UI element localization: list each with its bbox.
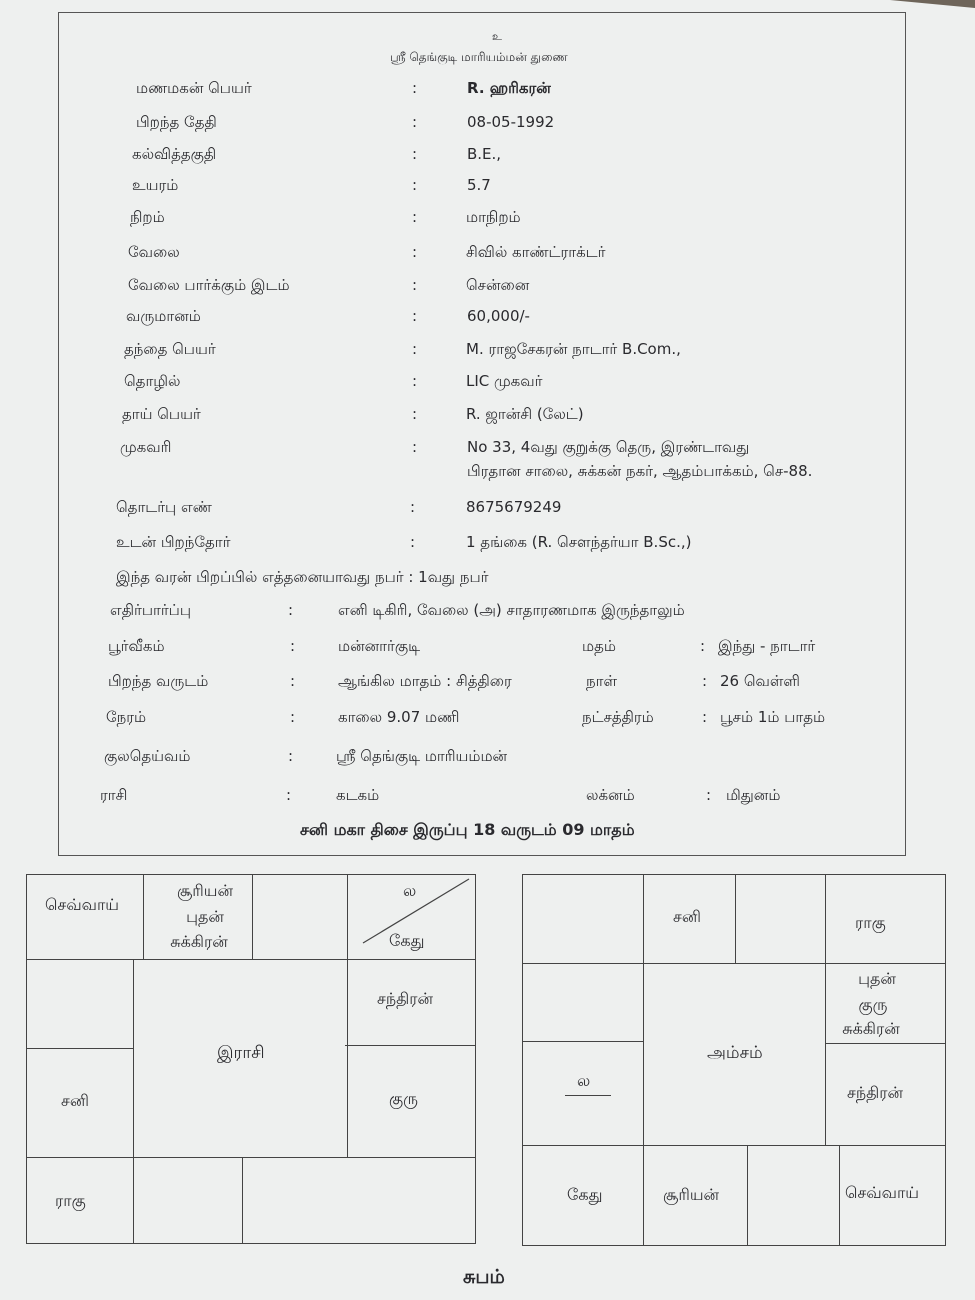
horoscope-value: மன்னார்குடி (338, 637, 421, 655)
grid-line (27, 1157, 475, 1158)
footer-subam: சுபம் (463, 1266, 505, 1288)
dasa-line: சனி மகா திசை இருப்பு 18 வருடம் 09 மாதம் (300, 820, 635, 839)
address-line-1: No 33, 4வது குறுக்கு தெரு, இரண்டாவது (467, 438, 750, 456)
horoscope-value: மிதுனம் (726, 786, 781, 804)
colon: : (288, 747, 294, 765)
horoscope-value: ஆங்கில மாதம் : சித்திரை (338, 672, 512, 690)
detail-label: உடன் பிறந்தோர் (116, 533, 231, 551)
grid-line (643, 875, 644, 1245)
rasi-planet: சனி (61, 1091, 89, 1110)
colon: : (412, 372, 418, 390)
grid-line (523, 963, 945, 964)
colon: : (290, 637, 296, 655)
horoscope-label: நேரம் (106, 708, 147, 726)
amsam-planet: சுக்கிரன் (842, 1019, 900, 1038)
grid-line (27, 959, 475, 960)
birth-order: இந்த வரன் பிறப்பில் எத்தனையாவது நபர் : 1வது நபர் (116, 568, 489, 586)
grid-line (523, 1145, 945, 1146)
detail-value: 1 தங்கை (R. சௌந்தர்யா B.Sc.,) (466, 533, 692, 551)
amsam-planet: சந்திரன் (847, 1083, 904, 1102)
amsam-planet: கேது (567, 1185, 603, 1204)
detail-label: தாய் பெயர் (122, 405, 201, 423)
detail-value: 60,000/- (467, 307, 530, 325)
horoscope-label: பிறந்த வருடம் (108, 672, 209, 690)
horoscope-value: எனி டிகிரி, வேலை (அ) சாதாரணமாக இருந்தாலும் (338, 601, 685, 619)
detail-label: கல்வித்தகுதி (132, 145, 217, 163)
address-line-2: பிரதான சாலை, சுக்கன் நகர், ஆதம்பாக்கம், செ-88. (467, 462, 813, 480)
detail-label: முகவரி (120, 438, 172, 456)
colon: : (290, 708, 296, 726)
detail-label: மணமகன் பெயர் (136, 79, 252, 97)
amsam-planet: குரு (858, 995, 888, 1014)
detail-value: மாநிறம் (466, 208, 521, 226)
grid-line (252, 875, 253, 959)
rasi-planet: சுக்கிரன் (170, 932, 228, 951)
colon: : (410, 533, 416, 551)
horoscope-value: காலை 9.07 மணி (338, 708, 460, 726)
horoscope-value: 26 வெள்ளி (720, 672, 801, 690)
detail-label: தொடர்பு எண் (116, 498, 212, 516)
colon: : (286, 786, 292, 804)
amsam-planet: ராகு (855, 913, 886, 932)
horoscope-value: இந்து - நாடார் (718, 637, 816, 655)
rasi-planet: ராகு (55, 1191, 86, 1210)
grid-line (825, 1043, 945, 1044)
detail-label: வேலை பார்க்கும் இடம் (128, 276, 290, 294)
horoscope-label: ராசி (100, 786, 128, 804)
amsam-center-label: அம்சம் (707, 1043, 763, 1063)
horoscope-label: குலதெய்வம் (104, 747, 191, 765)
colon: : (290, 672, 296, 690)
detail-label: தொழில் (124, 372, 181, 390)
detail-label: தந்தை பெயர் (124, 340, 216, 358)
rasi-planet: செவ்வாய் (45, 895, 120, 914)
colon: : (412, 145, 418, 163)
colon: : (412, 438, 418, 456)
detail-label: வருமானம் (126, 307, 201, 325)
horoscope-label: நட்சத்திரம் (582, 708, 654, 726)
grid-line (133, 959, 134, 1243)
grid-line (345, 1045, 475, 1046)
colon: : (412, 208, 418, 226)
detail-label: வேலை (128, 243, 180, 261)
detail-label: நிறம் (130, 208, 165, 226)
detail-value: 5.7 (467, 176, 491, 194)
detail-value: R. ஜான்சி (லேட்) (466, 405, 584, 423)
rasi-chart (26, 874, 476, 1244)
horoscope-label: லக்னம் (586, 786, 635, 804)
colon: : (700, 637, 706, 655)
colon: : (706, 786, 712, 804)
horoscope-value: ஸ்ரீ தெங்குடி மாரியம்மன் (336, 747, 508, 765)
grid-line (242, 1157, 243, 1243)
grid-line (143, 875, 144, 959)
colon: : (410, 498, 416, 516)
grid-line (523, 1041, 643, 1042)
rasi-planet: புதன் (186, 907, 224, 926)
detail-value: சென்னை (466, 276, 530, 294)
grid-line (735, 875, 736, 963)
amsam-lagna: ல (577, 1071, 591, 1090)
rasi-lagna: ல (403, 881, 417, 900)
colon: : (702, 708, 708, 726)
colon: : (412, 307, 418, 325)
horoscope-label: நாள் (586, 672, 617, 690)
pillaiyar-suzhi: உ (492, 30, 502, 43)
detail-label: பிறந்த தேதி (136, 113, 217, 131)
rasi-planet: குரு (389, 1089, 418, 1108)
amsam-chart (522, 874, 946, 1246)
detail-value: 08-05-1992 (467, 113, 555, 131)
colon: : (702, 672, 708, 690)
grid-line (839, 1145, 840, 1245)
colon: : (412, 243, 418, 261)
header-title: ஸ்ரீ தெங்குடி மாரியம்மன் துணை (390, 50, 568, 64)
grid-line (27, 1048, 133, 1049)
details-border (58, 12, 906, 856)
grid-line (825, 875, 826, 1145)
detail-value: சிவில் காண்ட்ராக்டர் (466, 243, 606, 261)
phone-number: 8675679249 (466, 498, 562, 516)
detail-value: LIC முகவர் (466, 372, 543, 390)
grid-line (747, 1145, 748, 1245)
groom-name: R. ஹரிகரன் (467, 79, 551, 97)
colon: : (412, 405, 418, 423)
horoscope-value: கடகம் (336, 786, 380, 804)
detail-value: M. ராஜசேகரன் நாடார் B.Com., (466, 340, 681, 358)
colon: : (412, 113, 418, 131)
rasi-planet: கேது (389, 931, 425, 950)
colon: : (412, 340, 418, 358)
horoscope-label: எதிர்பார்ப்பு (110, 601, 191, 619)
amsam-planet: புதன் (858, 969, 896, 988)
rasi-planet: சந்திரன் (377, 989, 434, 1008)
colon: : (412, 176, 418, 194)
horoscope-label: மதம் (582, 637, 616, 655)
detail-label: உயரம் (132, 176, 179, 194)
colon: : (412, 276, 418, 294)
lagna-underline (565, 1095, 611, 1096)
horoscope-value: பூசம் 1ம் பாதம் (720, 708, 826, 726)
colon: : (288, 601, 294, 619)
amsam-planet: சூரியன் (663, 1185, 720, 1204)
detail-value: B.E., (467, 145, 502, 163)
horoscope-label: பூர்வீகம் (108, 637, 165, 655)
rasi-planet: சூரியன் (176, 881, 234, 900)
colon: : (412, 79, 418, 97)
rasi-center-label: இராசி (217, 1043, 265, 1063)
amsam-planet: சனி (673, 907, 701, 926)
amsam-planet: செவ்வாய் (845, 1183, 920, 1202)
